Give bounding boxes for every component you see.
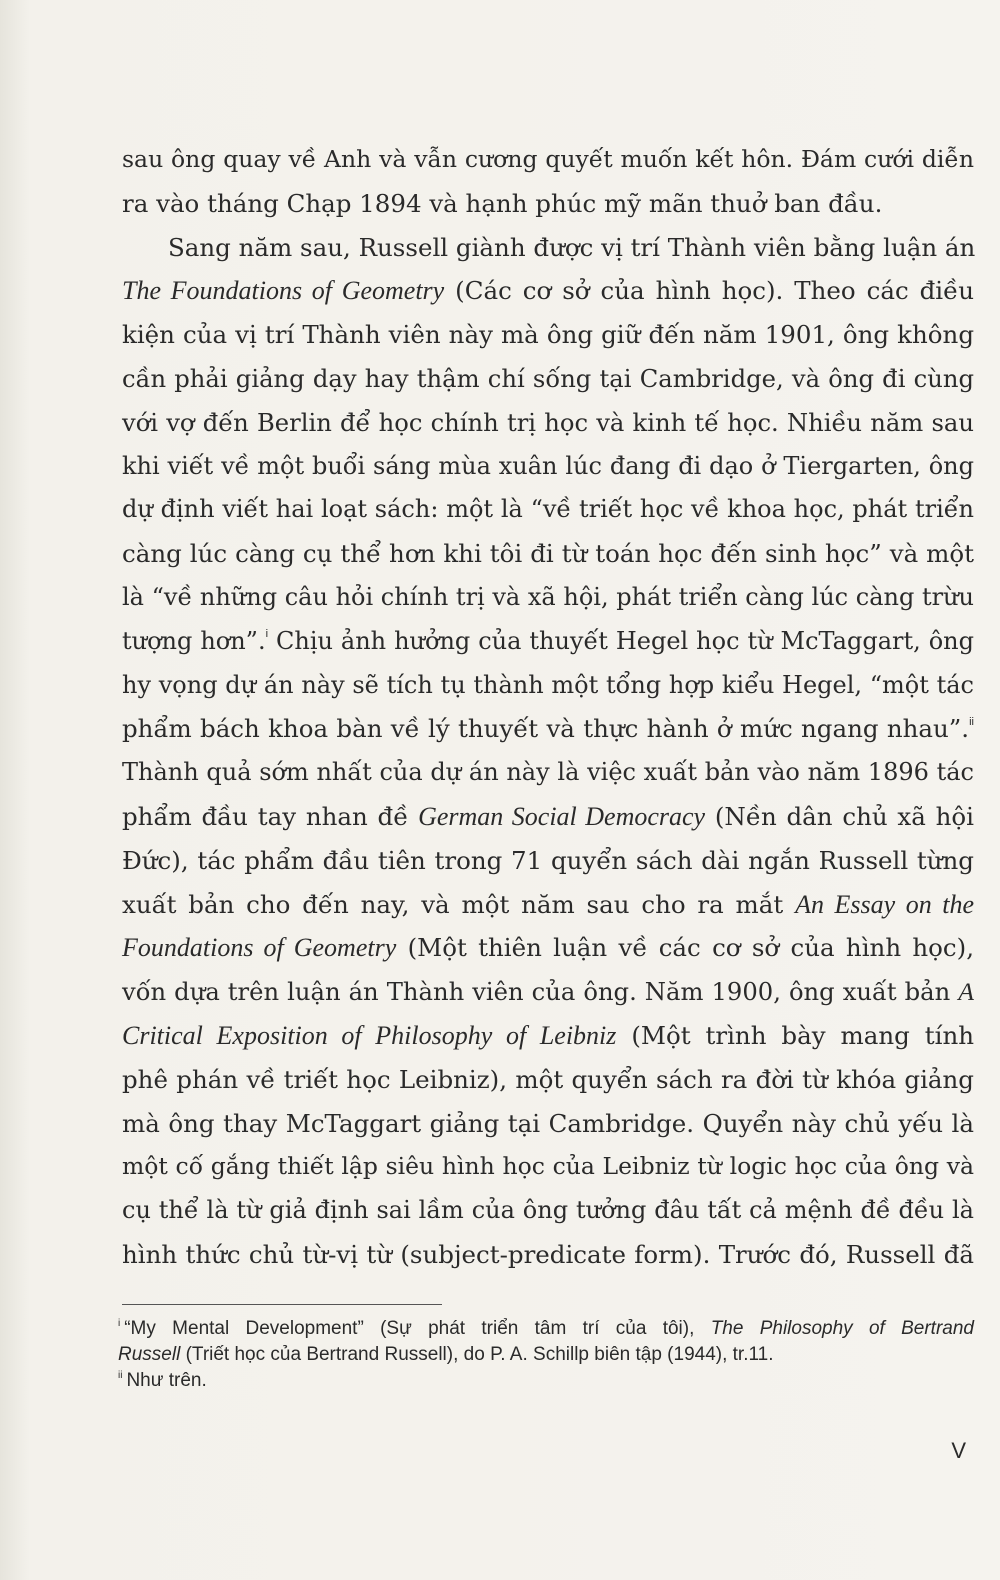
footnote-text: “My Mental Development” (Sự phát triển tâm trí của tôi),	[124, 1318, 711, 1339]
text-span: khi viết về một buổi sáng mùa xuân lúc đang đi dạo ở Tiergarten, ông	[122, 451, 974, 480]
footnote-mark: i	[118, 1318, 121, 1329]
page-number: V	[951, 1438, 966, 1463]
text-line	[122, 707, 974, 751]
footnotes	[118, 1316, 974, 1394]
text-line	[122, 795, 974, 839]
text-line	[122, 226, 974, 270]
text-span: càng lúc càng cụ thể hơn khi tôi đi từ toán học đến sinh học” và một	[122, 539, 974, 569]
text-line	[122, 576, 974, 620]
text-span: Chịu ảnh hưởng của thuyết Hegel học từ McTaggart, ông	[268, 626, 974, 655]
text-line	[122, 883, 974, 927]
book-title: An Essay on the	[795, 889, 974, 919]
text-span: là “về những câu hỏi chính trị và xã hội, phát triển càng lúc càng trừu	[122, 582, 974, 611]
text-line	[122, 488, 974, 532]
text-span: với vợ đến Berlin để học chính trị học và kinh tế học. Nhiều năm sau	[122, 407, 974, 437]
text-span: kiện của vị trí Thành viên này mà ông giữ đến năm 1901, ông không	[122, 320, 974, 350]
book-title: German Social Democracy	[418, 801, 706, 831]
text-span: (Nền dân chủ xã hội	[705, 801, 974, 831]
text-span: mà ông thay McTaggart giảng tại Cambridge. Quyển này chủ yếu là	[122, 1108, 974, 1138]
text-span: phẩm bách khoa bàn về lý thuyết và thực hành ở mức ngang nhau”.	[122, 714, 970, 744]
text-span: Thành quả sớm nhất của dự án này là việc xuất bản vào năm 1896 tác	[122, 758, 974, 787]
footnote-text: (Triết học của Bertrand Russell), do P. A. Schillp biên tập (1944), tr.11.	[180, 1344, 774, 1365]
text-line	[122, 313, 974, 357]
text-line	[122, 970, 974, 1014]
footnote-book-title: Russell	[118, 1344, 181, 1365]
footnote-book-title: The Philosophy of Bertrand	[710, 1318, 974, 1339]
text-span: sau ông quay về Anh và vẫn cương quyết muốn kết hôn. Đám cưới diễn	[122, 145, 974, 173]
text-span: phê phán về triết học Leibniz), một quyển sách ra đời từ khóa giảng	[122, 1064, 974, 1094]
book-title: Foundations of Geometry	[122, 933, 397, 963]
footnote-ref: i	[265, 627, 269, 640]
text-line	[122, 1058, 974, 1102]
text-span: ra vào tháng Chạp 1894 và hạnh phúc mỹ mãn thuở ban đầu.	[122, 188, 883, 218]
text-line	[122, 1189, 974, 1233]
text-line	[122, 1102, 974, 1146]
footnote-mark: ii	[118, 1370, 123, 1381]
footnote-ref: ii	[969, 716, 974, 729]
text-span: vốn dựa trên luận án Thành viên của ông. Năm 1900, ông xuất bản	[122, 977, 959, 1007]
text-line	[122, 138, 974, 182]
text-line	[122, 532, 974, 576]
text-span: (Các cơ sở của hình học). Theo các điều	[444, 276, 974, 306]
text-span: hy vọng dự án này sẽ tích tụ thành một tổng hợp kiểu Hegel, “một tác	[122, 670, 974, 699]
footnote-line	[118, 1342, 974, 1368]
text-line	[122, 1014, 974, 1058]
book-title: Critical Exposition of Philosophy of Leibniz	[122, 1020, 617, 1050]
text-span: (Một trình bày mang tính	[616, 1020, 974, 1050]
text-span: Đức), tác phẩm đầu tiên trong 71 quyển sách dài ngắn Russell từng	[122, 845, 974, 875]
text-line	[122, 445, 974, 489]
text-span: xuất bản cho đến nay, và một năm sau cho ra mắt	[122, 889, 796, 919]
book-title: The Foundations of Geometry	[122, 276, 445, 306]
footnote-line	[118, 1316, 974, 1342]
text-line	[122, 839, 974, 883]
text-line	[122, 620, 974, 664]
text-span: dự định viết hai loạt sách: một là “về triết học về khoa học, phát triển	[122, 495, 974, 524]
text-span: cụ thể là từ giả định sai lầm của ông tưởng đâu tất cả mệnh đề đều là	[122, 1196, 974, 1225]
text-line	[122, 751, 974, 795]
text-line	[122, 926, 974, 970]
text-span: Sang năm sau, Russell giành được vị trí Thành viên bằng luận án	[168, 232, 976, 262]
text-line	[122, 401, 974, 445]
text-span: tượng hơn”.	[122, 626, 266, 655]
book-title: A	[958, 977, 974, 1007]
text-span: cần phải giảng dạy hay thậm chí sống tại Cambridge, và ông đi cùng	[122, 363, 974, 393]
text-span: một cố gắng thiết lập siêu hình học của Leibniz từ logic học của ông và	[122, 1152, 974, 1181]
text-line	[122, 182, 974, 226]
text-line	[122, 357, 974, 401]
text-span: (Một thiên luận về các cơ sở của hình học),	[396, 933, 975, 963]
text-span: hình thức chủ từ-vị từ (subject-predicate form). Trước đó, Russell đã	[122, 1239, 974, 1269]
footnote-line	[118, 1368, 974, 1394]
text-line	[122, 269, 974, 313]
text-line	[122, 664, 974, 708]
text-line	[122, 1145, 974, 1189]
footnote-divider	[122, 1304, 442, 1305]
body-text	[122, 138, 974, 1277]
text-span: phẩm đầu tay nhan đề	[122, 801, 419, 831]
footnote-text: Như trên.	[126, 1370, 207, 1391]
text-line	[122, 1233, 974, 1277]
